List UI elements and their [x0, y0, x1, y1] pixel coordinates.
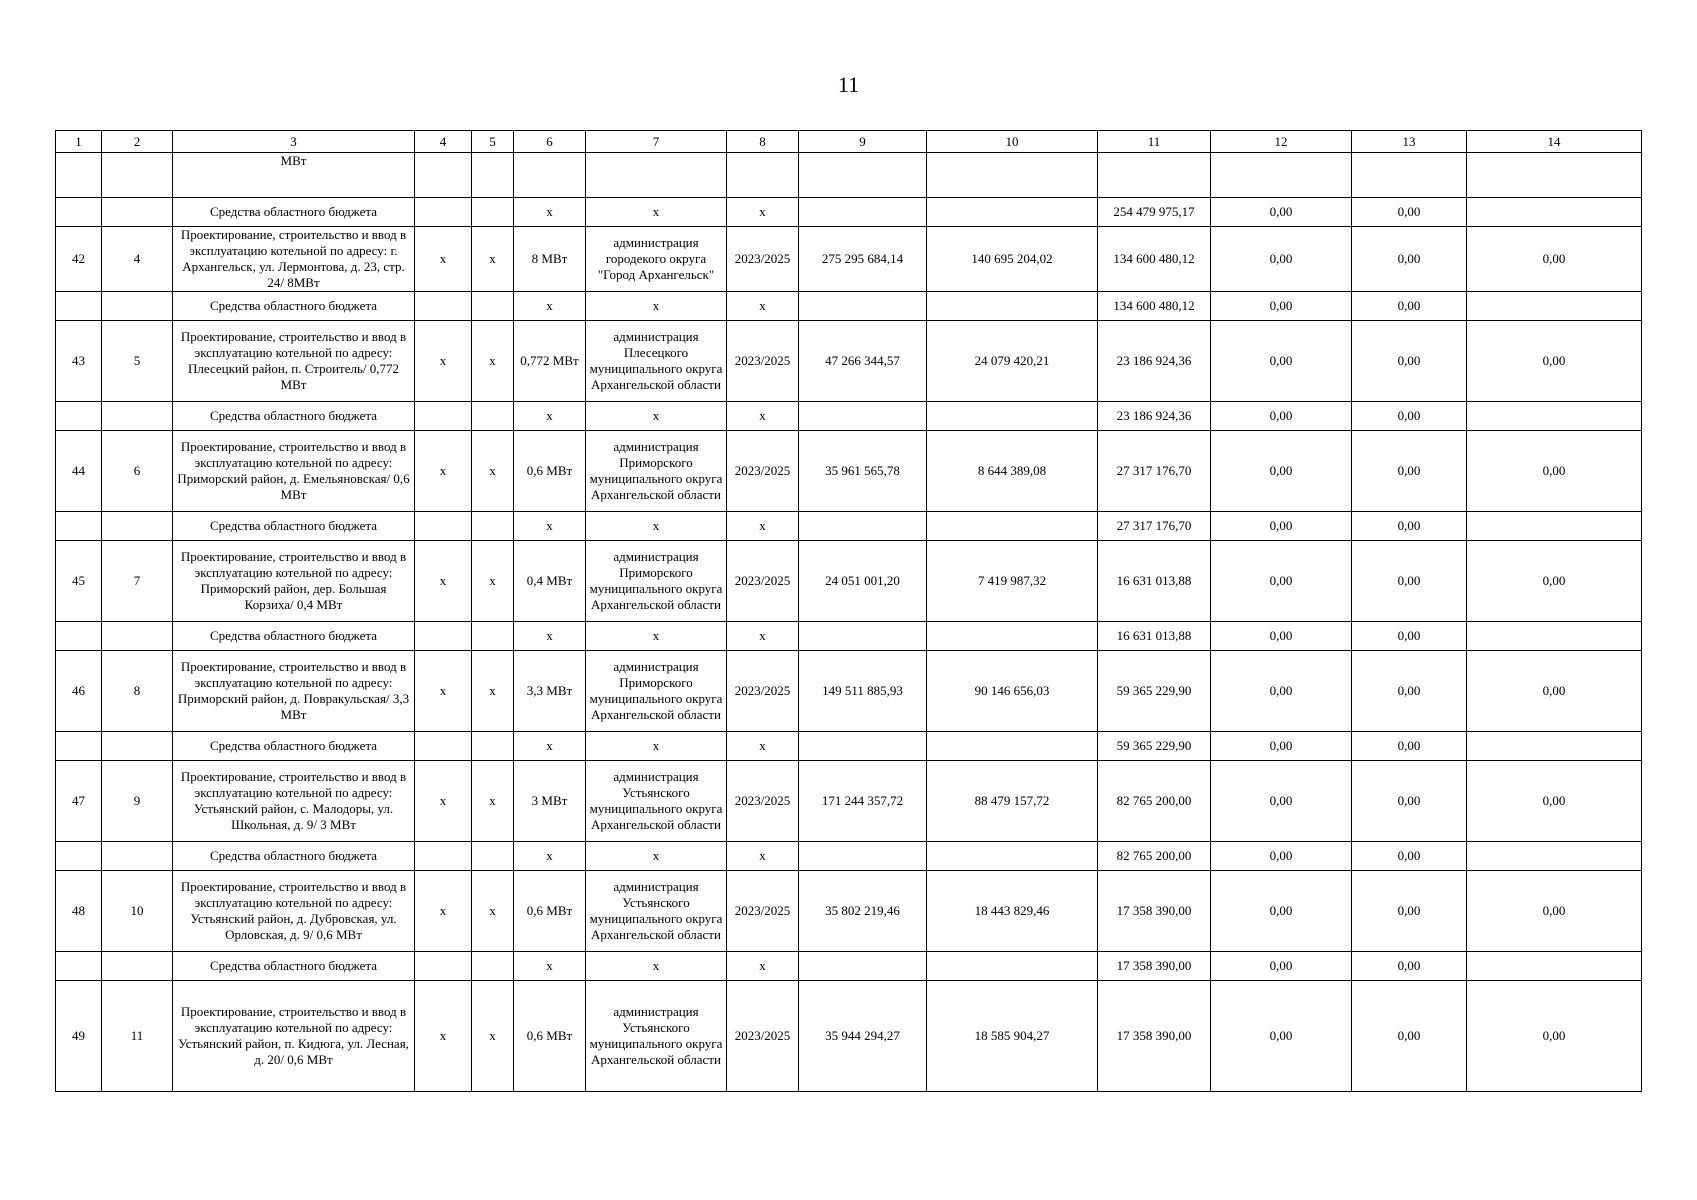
table-cell-col-13: 0,00 — [1352, 321, 1467, 402]
budget-table — [55, 130, 1642, 1092]
table-cell-col-12: 0,00 — [1211, 761, 1352, 842]
column-header: 4 — [415, 131, 472, 153]
table-cell-col-14 — [1467, 153, 1642, 198]
table-cell-col-10 — [927, 952, 1098, 981]
table-cell-col-4 — [415, 153, 472, 198]
table-cell-col-12: 0,00 — [1211, 871, 1352, 952]
table-cell-col-8: 2023/2025 — [727, 541, 799, 622]
table-cell-col-9 — [799, 153, 927, 198]
table-cell-col-2: 7 — [102, 541, 173, 622]
table-cell-col-12: 0,00 — [1211, 842, 1352, 871]
table-cell-col-2 — [102, 292, 173, 321]
table-cell-col-8: 2023/2025 — [727, 431, 799, 512]
table-cell-col-3: Проектирование, строительство и ввод в эксплуатацию котельной по адресу: Приморский район, д. Емельяновская/ 0,6 МВт — [173, 431, 415, 512]
table-cell-col-13 — [1352, 153, 1467, 198]
column-number-row — [56, 131, 1642, 153]
table-cell-col-3: Проектирование, строительство и ввод в эксплуатацию котельной по адресу: Устьянский район, с. Малодоры, ул. Школьная, д. 9/ 3 МВт — [173, 761, 415, 842]
table-cell-col-12 — [1211, 153, 1352, 198]
table-cell-col-4: х — [415, 321, 472, 402]
table-cell-col-4 — [415, 292, 472, 321]
table-cell-col-6: х — [514, 512, 586, 541]
table-cell-col-7: х — [586, 512, 727, 541]
funding-source-row — [56, 842, 1642, 871]
table-cell-col-11: 27 317 176,70 — [1098, 512, 1211, 541]
table-cell-col-8: х — [727, 198, 799, 227]
table-cell-col-6: 0,6 МВт — [514, 431, 586, 512]
table-cell-col-10 — [927, 512, 1098, 541]
table-cell-col-6: х — [514, 402, 586, 431]
table-cell-col-1 — [56, 512, 102, 541]
table-cell-col-5 — [472, 292, 514, 321]
table-cell-col-6: х — [514, 198, 586, 227]
table-cell-col-6: 0,772 МВт — [514, 321, 586, 402]
table-cell-col-1: 44 — [56, 431, 102, 512]
table-cell-col-12: 0,00 — [1211, 732, 1352, 761]
table-cell-col-2: 10 — [102, 871, 173, 952]
table-cell-col-6: 3 МВт — [514, 761, 586, 842]
table-cell-col-12: 0,00 — [1211, 512, 1352, 541]
table-cell-col-3: Средства областного бюджета — [173, 622, 415, 651]
table-cell-col-14 — [1467, 402, 1642, 431]
project-row — [56, 321, 1642, 402]
column-header: 5 — [472, 131, 514, 153]
table-cell-col-4 — [415, 842, 472, 871]
funding-source-row — [56, 512, 1642, 541]
table-cell-col-6: 0,6 МВт — [514, 981, 586, 1092]
table-cell-col-13: 0,00 — [1352, 842, 1467, 871]
column-header: 11 — [1098, 131, 1211, 153]
table-cell-col-6: 0,6 МВт — [514, 871, 586, 952]
table-cell-col-9: 149 511 885,93 — [799, 651, 927, 732]
table-cell-col-7: х — [586, 952, 727, 981]
column-header: 6 — [514, 131, 586, 153]
project-row — [56, 761, 1642, 842]
table-cell-col-12: 0,00 — [1211, 321, 1352, 402]
table-cell-col-13: 0,00 — [1352, 761, 1467, 842]
table-cell-col-12: 0,00 — [1211, 431, 1352, 512]
table-cell-col-1 — [56, 402, 102, 431]
table-cell-col-9 — [799, 842, 927, 871]
table-cell-col-7: администрация Приморского муниципального округа Архангельской области — [586, 431, 727, 512]
table-cell-col-7: администрация Устьянского муниципального округа Архангельской области — [586, 871, 727, 952]
table-cell-col-11 — [1098, 153, 1211, 198]
table-cell-col-5: х — [472, 651, 514, 732]
table-cell-col-2 — [102, 512, 173, 541]
table-cell-col-6: 0,4 МВт — [514, 541, 586, 622]
table-cell-col-8: 2023/2025 — [727, 871, 799, 952]
table-cell-col-1 — [56, 292, 102, 321]
table-cell-col-8: 2023/2025 — [727, 761, 799, 842]
table-cell-col-10 — [927, 153, 1098, 198]
table-cell-col-11: 23 186 924,36 — [1098, 321, 1211, 402]
table-cell-col-2 — [102, 402, 173, 431]
table-cell-col-1: 45 — [56, 541, 102, 622]
table-cell-col-6: х — [514, 842, 586, 871]
table-cell-col-2: 6 — [102, 431, 173, 512]
table-cell-col-5 — [472, 622, 514, 651]
table-cell-col-8: 2023/2025 — [727, 981, 799, 1092]
funding-source-row — [56, 732, 1642, 761]
table-cell-col-14 — [1467, 292, 1642, 321]
table-cell-col-3: Проектирование, строительство и ввод в эксплуатацию котельной по адресу: Устьянский район, д. Дубровская, ул. Орловская, д. 9/ 0,6 МВт — [173, 871, 415, 952]
table-cell-col-10: 140 695 204,02 — [927, 227, 1098, 292]
table-cell-col-1: 43 — [56, 321, 102, 402]
table-cell-col-3: Средства областного бюджета — [173, 842, 415, 871]
table-cell-col-9: 171 244 357,72 — [799, 761, 927, 842]
table-cell-col-13: 0,00 — [1352, 431, 1467, 512]
table-cell-col-5 — [472, 952, 514, 981]
table-cell-col-10: 18 443 829,46 — [927, 871, 1098, 952]
table-cell-col-1 — [56, 732, 102, 761]
table-cell-col-5 — [472, 402, 514, 431]
table-cell-col-1 — [56, 622, 102, 651]
table-cell-col-6: х — [514, 292, 586, 321]
table-cell-col-10 — [927, 292, 1098, 321]
table-cell-col-4: х — [415, 651, 472, 732]
table-cell-col-9: 35 944 294,27 — [799, 981, 927, 1092]
table-cell-col-9 — [799, 512, 927, 541]
table-cell-col-2 — [102, 153, 173, 198]
table-cell-col-13: 0,00 — [1352, 402, 1467, 431]
table-cell-col-8: х — [727, 732, 799, 761]
table-cell-col-2 — [102, 622, 173, 651]
table-cell-col-11: 17 358 390,00 — [1098, 952, 1211, 981]
table-cell-col-14 — [1467, 198, 1642, 227]
table-cell-col-7: администрация Плесецкого муниципального округа Архангельской области — [586, 321, 727, 402]
table-cell-col-8: х — [727, 842, 799, 871]
table-cell-col-9: 35 961 565,78 — [799, 431, 927, 512]
table-cell-col-2: 5 — [102, 321, 173, 402]
table-cell-col-7: администрация городекого округа "Город Архангельск" — [586, 227, 727, 292]
column-header: 3 — [173, 131, 415, 153]
funding-source-row — [56, 622, 1642, 651]
table-cell-col-7: администрация Приморского муниципального округа Архангельской области — [586, 651, 727, 732]
table-cell-col-4: х — [415, 761, 472, 842]
table-cell-col-1 — [56, 198, 102, 227]
table-cell-col-11: 82 765 200,00 — [1098, 761, 1211, 842]
table-cell-col-6: х — [514, 622, 586, 651]
table-cell-col-3: Средства областного бюджета — [173, 952, 415, 981]
table-cell-col-13: 0,00 — [1352, 622, 1467, 651]
table-cell-col-14 — [1467, 512, 1642, 541]
table-cell-col-1: 49 — [56, 981, 102, 1092]
table-cell-col-14 — [1467, 842, 1642, 871]
table-cell-col-7: х — [586, 198, 727, 227]
table-cell-col-10 — [927, 402, 1098, 431]
table-cell-col-3: МВт — [173, 153, 415, 198]
table-cell-col-10: 88 479 157,72 — [927, 761, 1098, 842]
table-cell-col-3: Проектирование, строительство и ввод в эксплуатацию котельной по адресу: Приморский район, д. Повракульская/ 3,3 МВт — [173, 651, 415, 732]
table-cell-col-13: 0,00 — [1352, 227, 1467, 292]
table-cell-col-9 — [799, 198, 927, 227]
table-cell-col-2: 4 — [102, 227, 173, 292]
table-cell-col-8: 2023/2025 — [727, 321, 799, 402]
table-cell-col-7: х — [586, 732, 727, 761]
table-cell-col-5 — [472, 512, 514, 541]
funding-source-row — [56, 402, 1642, 431]
table-cell-col-7: администрация Устьянского муниципального округа Архангельской области — [586, 981, 727, 1092]
table-cell-col-11: 16 631 013,88 — [1098, 622, 1211, 651]
table-cell-col-12: 0,00 — [1211, 227, 1352, 292]
table-cell-col-11: 23 186 924,36 — [1098, 402, 1211, 431]
table-cell-col-13: 0,00 — [1352, 292, 1467, 321]
table-cell-col-6: х — [514, 952, 586, 981]
column-header: 2 — [102, 131, 173, 153]
funding-source-row — [56, 198, 1642, 227]
table-cell-col-5 — [472, 732, 514, 761]
table-cell-col-2: 9 — [102, 761, 173, 842]
table-cell-col-10: 7 419 987,32 — [927, 541, 1098, 622]
table-cell-col-13: 0,00 — [1352, 651, 1467, 732]
table-cell-col-14: 0,00 — [1467, 761, 1642, 842]
table-cell-col-10 — [927, 198, 1098, 227]
table-cell-col-7: администрация Устьянского муниципального округа Архангельской области — [586, 761, 727, 842]
table-cell-col-3: Средства областного бюджета — [173, 198, 415, 227]
column-header: 1 — [56, 131, 102, 153]
table-cell-col-5 — [472, 842, 514, 871]
table-cell-col-6 — [514, 153, 586, 198]
table-cell-col-10: 18 585 904,27 — [927, 981, 1098, 1092]
table-cell-col-7 — [586, 153, 727, 198]
table-cell-col-10 — [927, 732, 1098, 761]
table-cell-col-4: х — [415, 431, 472, 512]
table-cell-col-14: 0,00 — [1467, 981, 1642, 1092]
table-cell-col-11: 17 358 390,00 — [1098, 871, 1211, 952]
table-cell-col-9 — [799, 952, 927, 981]
table-cell-col-4 — [415, 512, 472, 541]
table-cell-col-6: 8 МВт — [514, 227, 586, 292]
table-cell-col-1 — [56, 153, 102, 198]
project-row — [56, 541, 1642, 622]
table-cell-col-11: 134 600 480,12 — [1098, 292, 1211, 321]
table-cell-col-9: 35 802 219,46 — [799, 871, 927, 952]
table-cell-col-1: 46 — [56, 651, 102, 732]
table-cell-col-4: х — [415, 227, 472, 292]
table-cell-col-14: 0,00 — [1467, 431, 1642, 512]
table-cell-col-2 — [102, 842, 173, 871]
table-cell-col-5: х — [472, 981, 514, 1092]
table-cell-col-4 — [415, 622, 472, 651]
table-cell-col-1: 42 — [56, 227, 102, 292]
table-cell-col-14: 0,00 — [1467, 541, 1642, 622]
table-cell-col-3: Проектирование, строительство и ввод в эксплуатацию котельной по адресу: Устьянский район, п. Кидюга, ул. Лесная, д. 20/ 0,6 МВт — [173, 981, 415, 1092]
table-cell-col-10 — [927, 842, 1098, 871]
continuation-row — [56, 153, 1642, 198]
table-cell-col-11: 134 600 480,12 — [1098, 227, 1211, 292]
table-cell-col-9 — [799, 402, 927, 431]
table-cell-col-12: 0,00 — [1211, 541, 1352, 622]
table-cell-col-4: х — [415, 541, 472, 622]
table-cell-col-4: х — [415, 871, 472, 952]
table-cell-col-12: 0,00 — [1211, 402, 1352, 431]
table-cell-col-12: 0,00 — [1211, 981, 1352, 1092]
table-cell-col-12: 0,00 — [1211, 622, 1352, 651]
table-cell-col-8: х — [727, 952, 799, 981]
table-cell-col-3: Средства областного бюджета — [173, 402, 415, 431]
table-cell-col-8: 2023/2025 — [727, 227, 799, 292]
table-cell-col-14 — [1467, 622, 1642, 651]
funding-source-row — [56, 292, 1642, 321]
table-cell-col-5: х — [472, 871, 514, 952]
project-row — [56, 981, 1642, 1092]
table-cell-col-11: 27 317 176,70 — [1098, 431, 1211, 512]
table-cell-col-5: х — [472, 321, 514, 402]
table-cell-col-12: 0,00 — [1211, 292, 1352, 321]
table-cell-col-3: Средства областного бюджета — [173, 512, 415, 541]
table-cell-col-13: 0,00 — [1352, 198, 1467, 227]
table-cell-col-5: х — [472, 227, 514, 292]
table-cell-col-4: х — [415, 981, 472, 1092]
table-cell-col-3: Проектирование, строительство и ввод в эксплуатацию котельной по адресу: Плесецкий район, п. Строитель/ 0,772 МВт — [173, 321, 415, 402]
column-header: 13 — [1352, 131, 1467, 153]
table-cell-col-13: 0,00 — [1352, 512, 1467, 541]
table-cell-col-13: 0,00 — [1352, 732, 1467, 761]
table-cell-col-2 — [102, 732, 173, 761]
table-cell-col-1: 47 — [56, 761, 102, 842]
table-cell-col-11: 17 358 390,00 — [1098, 981, 1211, 1092]
table-cell-col-4 — [415, 732, 472, 761]
table-cell-col-3: Проектирование, строительство и ввод в эксплуатацию котельной по адресу: Приморский район, дер. Большая Корзиха/ 0,4 МВт — [173, 541, 415, 622]
table-cell-col-8: х — [727, 622, 799, 651]
table-cell-col-11: 254 479 975,17 — [1098, 198, 1211, 227]
table-cell-col-12: 0,00 — [1211, 651, 1352, 732]
column-header: 12 — [1211, 131, 1352, 153]
table-cell-col-9: 275 295 684,14 — [799, 227, 927, 292]
table-cell-col-7: х — [586, 292, 727, 321]
table-cell-col-1 — [56, 842, 102, 871]
table-cell-col-5: х — [472, 431, 514, 512]
column-header: 7 — [586, 131, 727, 153]
table-cell-col-14 — [1467, 952, 1642, 981]
table-cell-col-4 — [415, 198, 472, 227]
table-cell-col-11: 59 365 229,90 — [1098, 651, 1211, 732]
table-cell-col-14 — [1467, 732, 1642, 761]
table-cell-col-6: х — [514, 732, 586, 761]
table-cell-col-8: х — [727, 402, 799, 431]
table-cell-col-2 — [102, 198, 173, 227]
table-cell-col-6: 3,3 МВт — [514, 651, 586, 732]
table-cell-col-7: х — [586, 622, 727, 651]
table-cell-col-13: 0,00 — [1352, 981, 1467, 1092]
table-cell-col-7: администрация Приморского муниципального округа Архангельской области — [586, 541, 727, 622]
project-row — [56, 871, 1642, 952]
table-cell-col-5 — [472, 198, 514, 227]
table-cell-col-1: 48 — [56, 871, 102, 952]
table-cell-col-10 — [927, 622, 1098, 651]
table-cell-col-7: х — [586, 402, 727, 431]
table-cell-col-3: Средства областного бюджета — [173, 732, 415, 761]
table-cell-col-13: 0,00 — [1352, 952, 1467, 981]
table-cell-col-14: 0,00 — [1467, 227, 1642, 292]
table-cell-col-4 — [415, 952, 472, 981]
table-cell-col-10: 24 079 420,21 — [927, 321, 1098, 402]
table-cell-col-14: 0,00 — [1467, 651, 1642, 732]
column-header: 9 — [799, 131, 927, 153]
table-cell-col-5: х — [472, 541, 514, 622]
table-cell-col-8: х — [727, 512, 799, 541]
table-cell-col-7: х — [586, 842, 727, 871]
page-number: 11 — [837, 72, 860, 97]
table-cell-col-12: 0,00 — [1211, 198, 1352, 227]
table-cell-col-11: 59 365 229,90 — [1098, 732, 1211, 761]
table-cell-col-2: 11 — [102, 981, 173, 1092]
table-cell-col-9: 47 266 344,57 — [799, 321, 927, 402]
table-cell-col-13: 0,00 — [1352, 871, 1467, 952]
table-cell-col-1 — [56, 952, 102, 981]
column-header: 8 — [727, 131, 799, 153]
project-row — [56, 431, 1642, 512]
table-cell-col-9 — [799, 732, 927, 761]
column-header: 10 — [927, 131, 1098, 153]
table-cell-col-14: 0,00 — [1467, 871, 1642, 952]
table-cell-col-8: х — [727, 292, 799, 321]
table-cell-col-5 — [472, 153, 514, 198]
table-cell-col-11: 16 631 013,88 — [1098, 541, 1211, 622]
funding-source-row — [56, 952, 1642, 981]
table-cell-col-9 — [799, 292, 927, 321]
table-cell-col-10: 8 644 389,08 — [927, 431, 1098, 512]
table-cell-col-3: Проектирование, строительство и ввод в эксплуатацию котельной по адресу: г. Архангельск, ул. Лермонтова, д. 23, стр. 24/ 8МВт — [173, 227, 415, 292]
table-cell-col-14: 0,00 — [1467, 321, 1642, 402]
table-cell-col-8: 2023/2025 — [727, 651, 799, 732]
column-header: 14 — [1467, 131, 1642, 153]
table-cell-col-2: 8 — [102, 651, 173, 732]
table-cell-col-5: х — [472, 761, 514, 842]
table-cell-col-8 — [727, 153, 799, 198]
table-cell-col-2 — [102, 952, 173, 981]
table-cell-col-3: Средства областного бюджета — [173, 292, 415, 321]
table-cell-col-9 — [799, 622, 927, 651]
project-row — [56, 227, 1642, 292]
table-cell-col-13: 0,00 — [1352, 541, 1467, 622]
table-cell-col-10: 90 146 656,03 — [927, 651, 1098, 732]
table-cell-col-9: 24 051 001,20 — [799, 541, 927, 622]
table-cell-col-12: 0,00 — [1211, 952, 1352, 981]
table-cell-col-11: 82 765 200,00 — [1098, 842, 1211, 871]
project-row — [56, 651, 1642, 732]
table-cell-col-4 — [415, 402, 472, 431]
